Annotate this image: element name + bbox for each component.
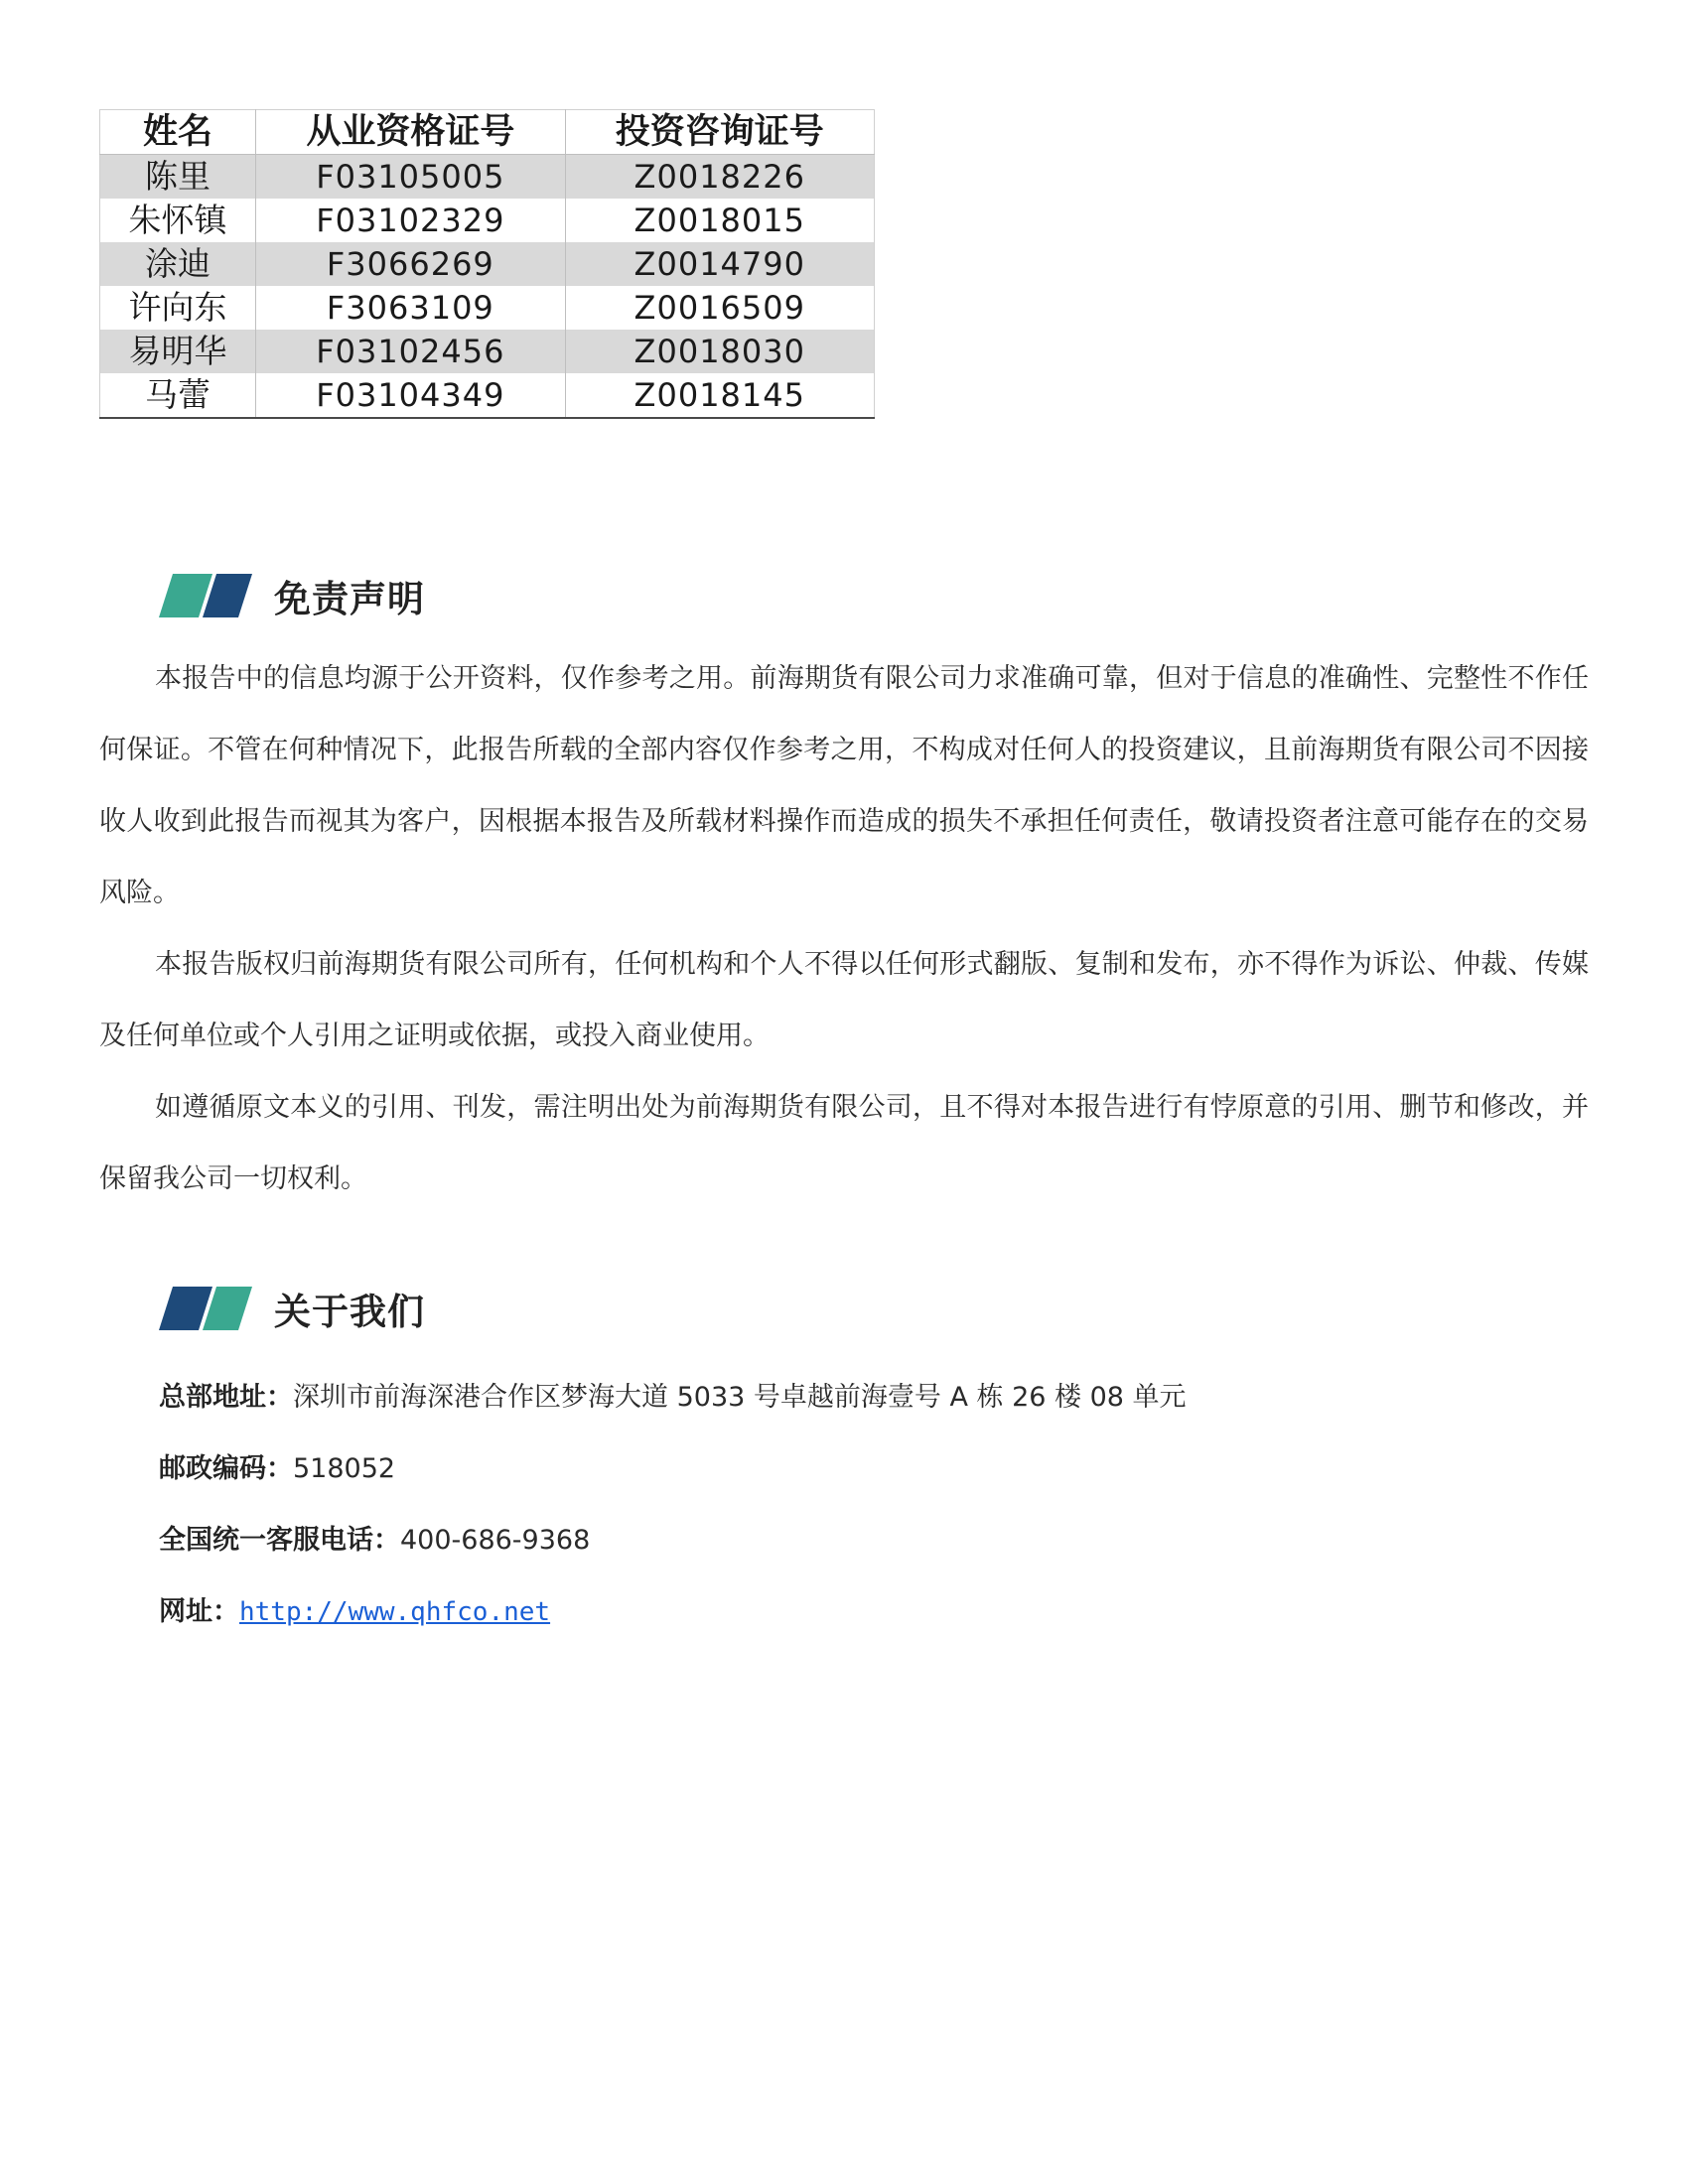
address-label: 总部地址： [159, 1382, 293, 1413]
disclaimer-paragraph: 如遵循原文本义的引用、刊发，需注明出处为前海期货有限公司，且不得对本报告进行有悖原意的引用、删节和修改，并保留我公司一切权利。 [99, 1092, 1589, 1194]
address-value: 深圳市前海深港合作区梦海大道 5033 号卓越前海壹号 A 栋 26 楼 08 单元 [293, 1382, 1187, 1413]
cell-name: 涂迪 [100, 242, 256, 286]
disclaimer-heading [159, 574, 425, 620]
header-inv: 投资咨询证号 [565, 110, 874, 155]
cell-cert: F03102329 [256, 199, 565, 242]
website-link[interactable]: http://www.qhfco.net [239, 1597, 551, 1627]
header-name: 姓名 [100, 110, 256, 155]
cell-cert: F3063109 [256, 286, 565, 330]
table-row [100, 330, 875, 373]
heading-stripes-icon [159, 574, 252, 617]
cell-inv: Z0018226 [565, 155, 874, 200]
table-row [100, 286, 875, 330]
cell-name: 许向东 [100, 286, 256, 330]
analyst-table [99, 109, 875, 419]
cell-inv: Z0014790 [565, 242, 874, 286]
table-row [100, 242, 875, 286]
cell-name: 陈里 [100, 155, 256, 200]
heading-stripes-icon [159, 1287, 252, 1330]
cell-inv: Z0018015 [565, 199, 874, 242]
disclaimer-title: 免责声明 [274, 578, 425, 620]
cell-name: 易明华 [100, 330, 256, 373]
phone-label: 全国统一客服电话： [159, 1525, 400, 1556]
cell-inv: Z0018145 [565, 373, 874, 418]
address-row [159, 1362, 1450, 1433]
disclaimer-body [99, 643, 1589, 1215]
about-body [159, 1362, 1450, 1648]
postcode-value: 518052 [293, 1453, 396, 1484]
disclaimer-paragraph: 本报告版权归前海期货有限公司所有，任何机构和个人不得以任何形式翻版、复制和发布，亦不得作为诉讼、仲裁、传媒及任何单位或个人引用之证明或依据，或投入商业使用。 [99, 949, 1589, 1051]
disclaimer-paragraph: 本报告中的信息均源于公开资料，仅作参考之用。前海期货有限公司力求准确可靠，但对于信息的准确性、完整性不作任何保证。不管在何种情况下，此报告所载的全部内容仅作参考之用，不构成对任何人的投资建议，且前海期货有限公司不因接收人收到此报告而视其为客户，因根据本报告及所载材料操作而造成的损失不承担任何责任，敬请投资者注意可能存在的交易风险。 [99, 663, 1589, 908]
website-row [159, 1576, 1450, 1648]
cell-cert: F03102456 [256, 330, 565, 373]
table-row [100, 155, 875, 200]
about-heading [159, 1287, 425, 1333]
phone-row [159, 1505, 1450, 1576]
cell-cert: F3066269 [256, 242, 565, 286]
header-cert: 从业资格证号 [256, 110, 565, 155]
about-title: 关于我们 [274, 1291, 425, 1333]
postcode-row [159, 1433, 1450, 1505]
cell-name: 朱怀镇 [100, 199, 256, 242]
website-label: 网址： [159, 1596, 239, 1627]
phone-value: 400-686-9368 [400, 1525, 591, 1556]
cell-cert: F03104349 [256, 373, 565, 418]
table-header-row [100, 110, 875, 155]
postcode-label: 邮政编码： [159, 1453, 293, 1484]
table-row [100, 373, 875, 418]
cell-inv: Z0016509 [565, 286, 874, 330]
cell-cert: F03105005 [256, 155, 565, 200]
table-row [100, 199, 875, 242]
cell-inv: Z0018030 [565, 330, 874, 373]
cell-name: 马蕾 [100, 373, 256, 418]
